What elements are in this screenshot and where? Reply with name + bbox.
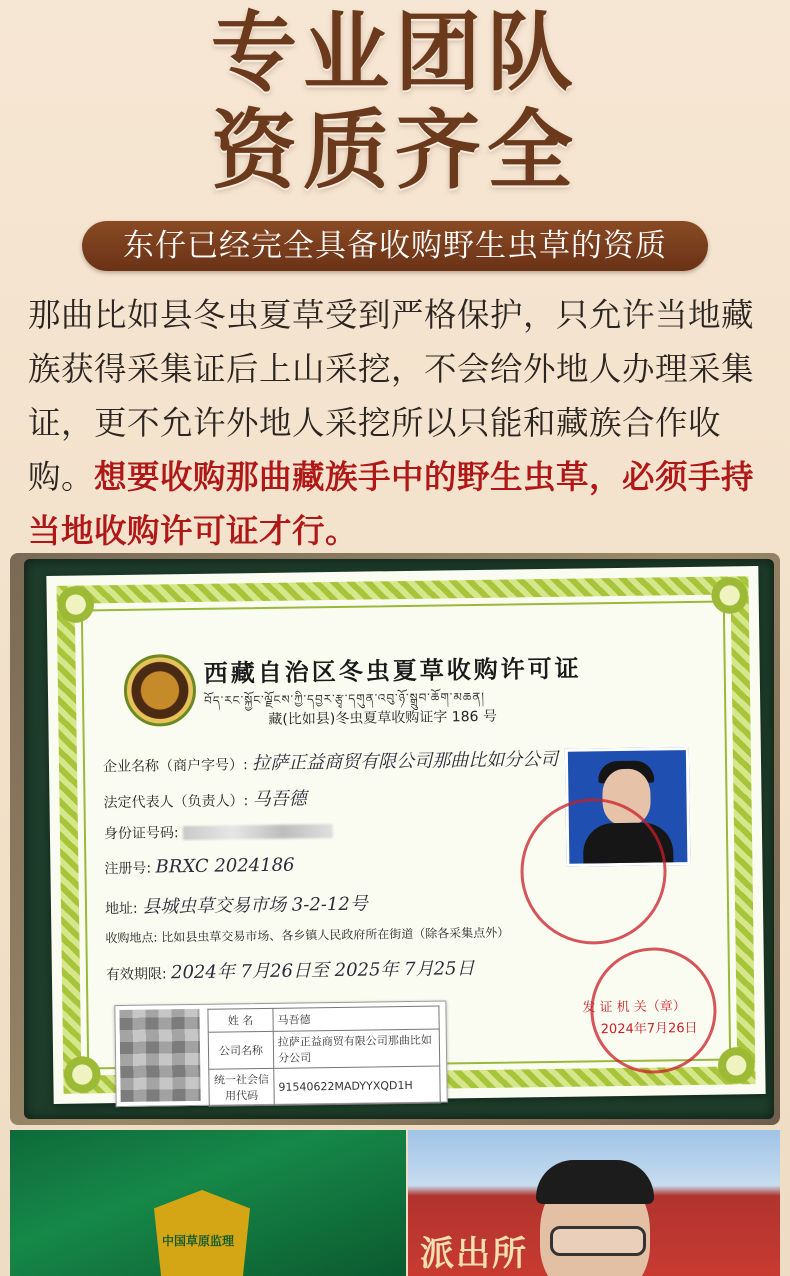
police-station-photo	[408, 1130, 780, 1276]
field-label: 身份证号码:	[103, 825, 179, 843]
certificate-photo	[10, 553, 780, 1125]
field-value: 拉萨正益商贸有限公司那曲比如分公司	[252, 748, 559, 775]
police-station-sign: 派出所	[420, 1234, 528, 1274]
grassland-supervision-cover-photo	[10, 1130, 406, 1276]
table-value: 91540622MADYYXQD1H	[274, 1066, 441, 1105]
field-value: BRXC 2024186	[155, 854, 295, 878]
license-certificate	[46, 566, 765, 1104]
corner-ornament	[52, 581, 99, 628]
table-key: 公司名称	[208, 1031, 274, 1069]
field-label: 有效期限:	[105, 966, 167, 984]
field-id-number	[104, 820, 333, 843]
supervision-badge-text: 中国草原监理	[162, 1234, 235, 1248]
description-normal-text: 那曲比如县冬虫夏草受到严格保护，只允许当地藏族获得采集证后上山采挖，不会给外地人办理采集证，更不允许外地人采挖所以只能和藏族合作收购。	[28, 296, 755, 496]
field-label: 地址:	[104, 900, 138, 918]
table-value: 拉萨正益商贸有限公司那曲比如分公司	[273, 1029, 440, 1068]
field-value: 比如县虫草交易市场、各乡镇人民政府所在街道（除各采集点外）	[161, 925, 510, 945]
field-value: 马吾德	[252, 788, 307, 811]
corner-ornament	[706, 572, 753, 619]
redacted-photo	[119, 1009, 200, 1102]
field-label: 企业名称（商户字号）:	[102, 757, 248, 776]
table-value: 马吾德	[273, 1006, 439, 1031]
corner-ornament	[59, 1051, 106, 1098]
description-highlight-text: 想要收购那曲藏族手中的野生虫草，必须手持当地收购许可证才行。	[28, 458, 755, 550]
field-validity	[106, 954, 475, 985]
field-representative	[103, 784, 307, 813]
certificate-tibetan-title: བོད་རང་སྐྱོང་ལྗོངས་ཀྱི་དབྱར་རྩྭ་དགུན་འབུ་ཉོ་སྒྲུབ་ཆོག་མཆན།	[204, 689, 486, 708]
table-row	[209, 1066, 440, 1106]
corner-ornament	[713, 1042, 760, 1089]
field-value: 县城虫草交易市场 3-2-12号	[142, 893, 368, 918]
issue-date: 2024年7月26日	[600, 1020, 698, 1038]
holder-info-table	[207, 1006, 440, 1107]
table-row	[208, 1029, 439, 1069]
page-title-line2: 资质齐全	[211, 100, 579, 201]
field-label: 注册号:	[104, 860, 152, 878]
person-hair	[536, 1160, 654, 1204]
certificate-number: 藏(比如县)冬虫夏草收购证字 186 号	[268, 708, 498, 728]
description-paragraph	[28, 288, 768, 558]
issuer-label: 发 证 机 关（章）	[582, 999, 686, 1016]
qualification-banner: 东仔已经完全具备收购野生虫草的资质	[82, 221, 708, 271]
field-label: 收购地点:	[105, 930, 158, 946]
table-row	[208, 1006, 439, 1032]
field-label: 法定代表人（负责人）:	[103, 793, 249, 812]
holder-label-card	[114, 1000, 447, 1107]
table-key: 统一社会信用代码	[209, 1068, 275, 1106]
field-address	[105, 890, 368, 920]
field-registration	[104, 855, 294, 879]
page-title-line1: 专业团队	[211, 2, 579, 103]
certificate-title: 西藏自治区冬虫夏草收购许可证	[203, 654, 582, 688]
glasses-icon	[550, 1226, 646, 1256]
table-key: 姓 名	[208, 1008, 273, 1032]
redacted-id	[183, 824, 333, 840]
field-value: 2024年 7月26日至 2025年 7月25日	[170, 958, 475, 984]
